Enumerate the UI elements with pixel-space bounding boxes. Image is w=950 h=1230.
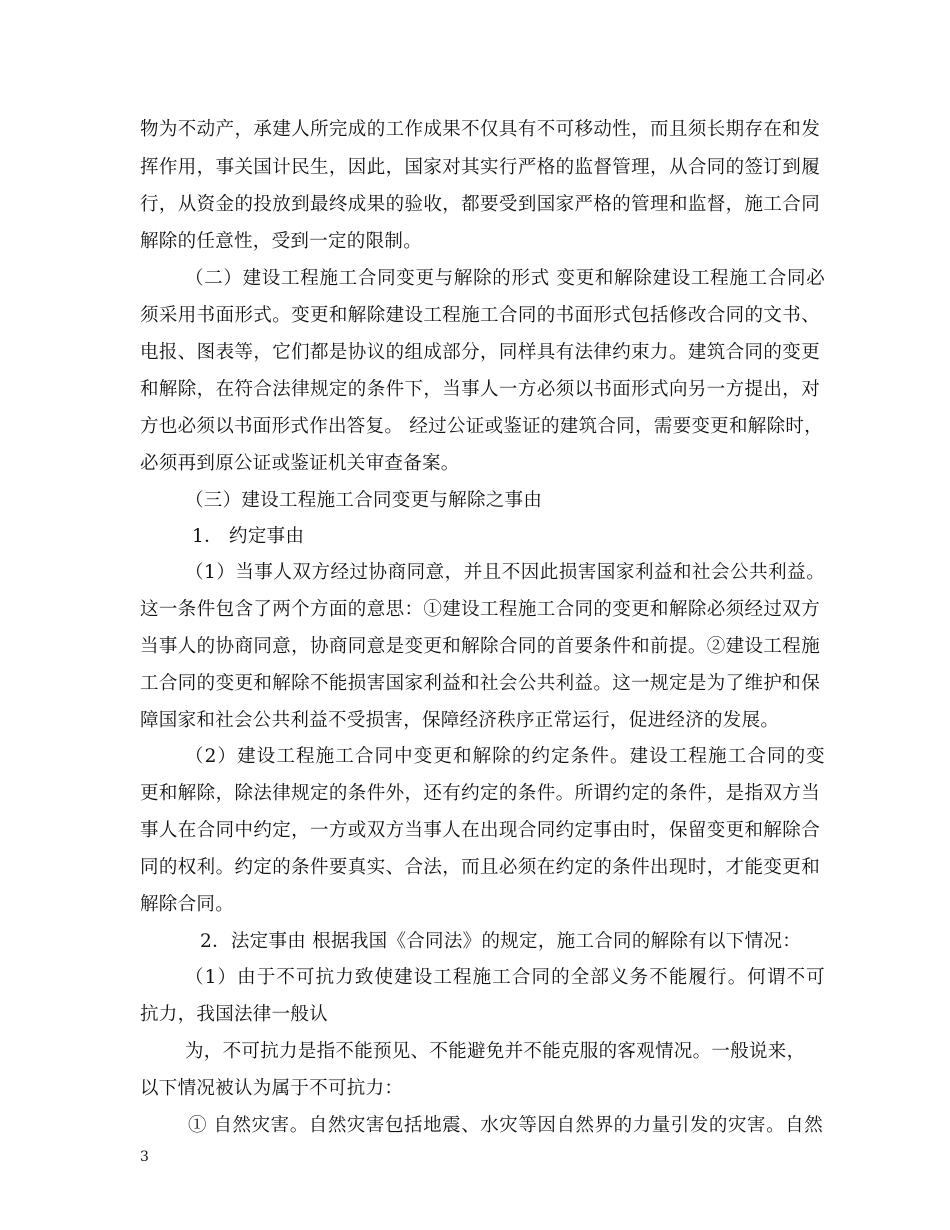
body-text-line: 方也必须以书面形式作出答复。 经过公证或鉴证的建筑合同，需要变更和解除时， [140,416,823,437]
list-item-line: （1）由于不可抗力致使建设工程施工合同的全部义务不能履行。何谓不可 [185,967,825,988]
body-text-line: 障国家和社会公共利益不受损害，保障经济秩序正常运行，促进经济的发展。 [140,710,780,731]
body-text-line: 工合同的变更和解除不能损害国家利益和社会公共利益。这一规定是为了维护和保 [140,673,820,694]
body-text-line: 更和解除，除法律规定的条件外，还有约定的条件。所谓约定的条件，是指双方当 [140,783,820,804]
body-text-line: 当事人的协商同意，协商同意是变更和解除合同的首要条件和前提。②建设工程施 [140,636,820,657]
body-text-line: 为，不可抗力是指不能预见、不能避免并不能克服的客观情况。一般说来， [185,1041,806,1062]
list-item-line: ① 自然灾害。自然灾害包括地震、水灾等因自然界的力量引发的灾害。自然 [188,1115,823,1136]
body-text-line: 以下情况被认为属于不可抗力： [140,1078,404,1099]
page-number: 3 [140,1149,149,1165]
body-text-line: 挥作用，事关国计民生，因此，国家对其实行严格的监督管理，从合同的签订到履 [140,157,820,178]
list-item-line: （2）建设工程施工合同中变更和解除的约定条件。建设工程施工合同的变 [185,746,825,767]
subsection-heading: 1． 约定事由 [192,526,305,547]
body-text-line: 电报、图表等，它们都是协议的组成部分，同样具有法律约束力。建筑合同的变更 [140,342,820,363]
list-item-line: （1）当事人双方经过协商同意，并且不因此损害国家利益和社会公共利益。 [185,562,825,583]
body-text-line: 物为不动产，承建人所完成的工作成果不仅具有不可移动性，而且须长期存在和发 [140,119,820,140]
body-text-line: 须采用书面形式。变更和解除建设工程施工合同的书面形式包括修改合同的文书、 [140,305,820,326]
body-text-line: 事人在合同中约定，一方或双方当事人在出现合同约定事由时，保留变更和解除合 [140,820,820,841]
body-text-line: 必须再到原公证或鉴证机关审查备案。 [140,453,460,474]
body-text-line: 抗力，我国法律一般认 [140,1004,329,1025]
subsection-heading: 2．法定事由 根据我国《合同法》的规定，施工合同的解除有以下情况： [200,931,802,952]
body-text-line: 这一条件包含了两个方面的意思：①建设工程施工合同的变更和解除必须经过双方 [140,599,820,620]
body-text-line: 行，从资金的投放到最终成果的验收，都要受到国家严格的管理和监督，施工合同 [140,194,820,215]
section-heading-line: （二）建设工程施工合同变更与解除的形式 变更和解除建设工程施工合同必 [185,268,825,289]
body-text-line: 解除合同。 [140,894,235,915]
body-text-line: 同的权利。约定的条件要真实、合法，而且必须在约定的条件出现时，才能变更和 [140,857,820,878]
section-heading: （三）建设工程施工合同变更与解除之事由 [185,490,543,511]
body-text-line: 和解除，在符合法律规定的条件下，当事人一方必须以书面形式向另一方提出，对 [140,379,820,400]
body-text-line: 解除的任意性，受到一定的限制。 [140,231,423,252]
